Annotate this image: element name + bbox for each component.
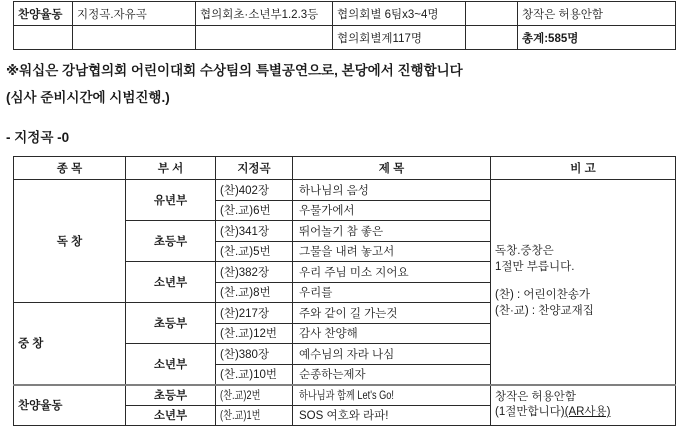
note-cell-bottom [491,385,676,426]
title-cell: SOS 여호와 라파! [293,405,491,426]
col-header-title: 제 목 [293,157,491,180]
note-gap [495,275,671,288]
title-cell: 예수님의 자라 나심 [293,344,491,365]
song-cell: (찬.교)8번 [216,282,293,303]
note-line: 독창.중창은 [495,245,554,258]
song-cell: (찬)380장 [216,344,293,365]
summary-empty-cell [73,26,196,50]
song-cell: (찬.교)5번 [216,241,293,262]
title-cell: 순종하는제자 [293,364,491,385]
summary-empty-cell [466,26,518,50]
summary-empty-cell [466,2,518,26]
dept-cell: 초등부 [126,385,216,406]
worship-notice [6,57,463,111]
summary-note-cell: 창작은 허용안함 [518,2,676,26]
title-cell: 우리 주님 미소 지어요 [293,262,491,283]
dept-cell: 소년부 [126,405,216,426]
col-header-dept: 부 서 [126,157,216,180]
dept-cell: 초등부 [126,303,216,344]
summary-scope-cell: 협의회초·소년부1.2.3등 [196,2,333,26]
song-row [14,180,676,201]
summary-empty-cell [14,26,73,50]
song-cell [216,405,293,426]
song-cell [216,385,293,406]
category-cell-solo: 독 창 [14,180,126,303]
category-cell-duet: 중 창 [14,303,126,385]
note-cell-main [491,180,676,385]
song-cell: (찬)341장 [216,221,293,242]
summary-table [13,1,676,50]
song-text: (찬.교)1번 [220,410,261,423]
song-cell: (찬)382장 [216,262,293,283]
title-cell: 우리를 [293,282,491,303]
title-text: 하나님과 함께 Let's Go! [299,390,394,402]
category-cell-praise-dance: 찬양율동 [14,385,126,426]
notice-line-1: ※워십은 강남협의회 어린이대회 수상팀의 특별공연으로, 본당에서 진행합니다 [6,63,463,78]
dept-cell: 유년부 [126,180,216,221]
summary-teams-cell: 협의회별 6팀x3~4명 [333,2,466,26]
notice-line-2: (심사 준비시간에 시범진행.) [6,90,170,105]
summary-empty-cell [196,26,333,50]
col-header-category: 종 목 [14,157,126,180]
song-cell: (찬)217장 [216,303,293,324]
title-cell: 뛰어놀기 참 좋은 [293,221,491,242]
note-line: 창작은 허용안함 [495,391,576,404]
dept-cell: 소년부 [126,262,216,303]
title-cell: 주와 같이 길 가는것 [293,303,491,324]
note-part: (1절만합니다) [495,406,565,419]
summary-row [14,2,676,26]
dept-cell: 소년부 [126,344,216,385]
song-cell: (찬.교)10번 [216,364,293,385]
note-line [495,405,671,420]
note-line: (찬·교) : 찬양교재집 [495,304,594,317]
song-cell: (찬.교)6번 [216,200,293,221]
note-line: (찬) : 어린이찬송가 [495,289,591,302]
title-cell: 그물을 내려 놓고서 [293,241,491,262]
col-header-note: 비 고 [491,157,676,180]
song-cell: (찬)402장 [216,180,293,201]
table-header-row [14,157,676,180]
summary-total-row [14,26,676,50]
song-text: (찬.교)2번 [220,390,261,402]
song-row [14,385,676,406]
note-line: 1절만 부릅니다. [495,260,575,273]
designated-songs-table [13,156,676,426]
summary-songtype-cell: 지정곡.자유곡 [73,2,196,26]
col-header-song: 지정곡 [216,157,293,180]
summary-category-cell: 찬양율동 [14,2,73,26]
title-cell: 우물가에서 [293,200,491,221]
section-title: - 지정곡 -0 [6,130,70,145]
summary-subtotal-cell: 협의회별계117명 [333,26,466,50]
summary-grand-total-cell: 총계:585명 [518,26,676,50]
title-cell [293,385,491,406]
note-part-underlined: (AR사용) [564,406,611,419]
dept-cell: 초등부 [126,221,216,262]
title-cell: 하나님의 음성 [293,180,491,201]
title-cell: 감사 찬양해 [293,323,491,344]
song-cell: (찬.교)12번 [216,323,293,344]
